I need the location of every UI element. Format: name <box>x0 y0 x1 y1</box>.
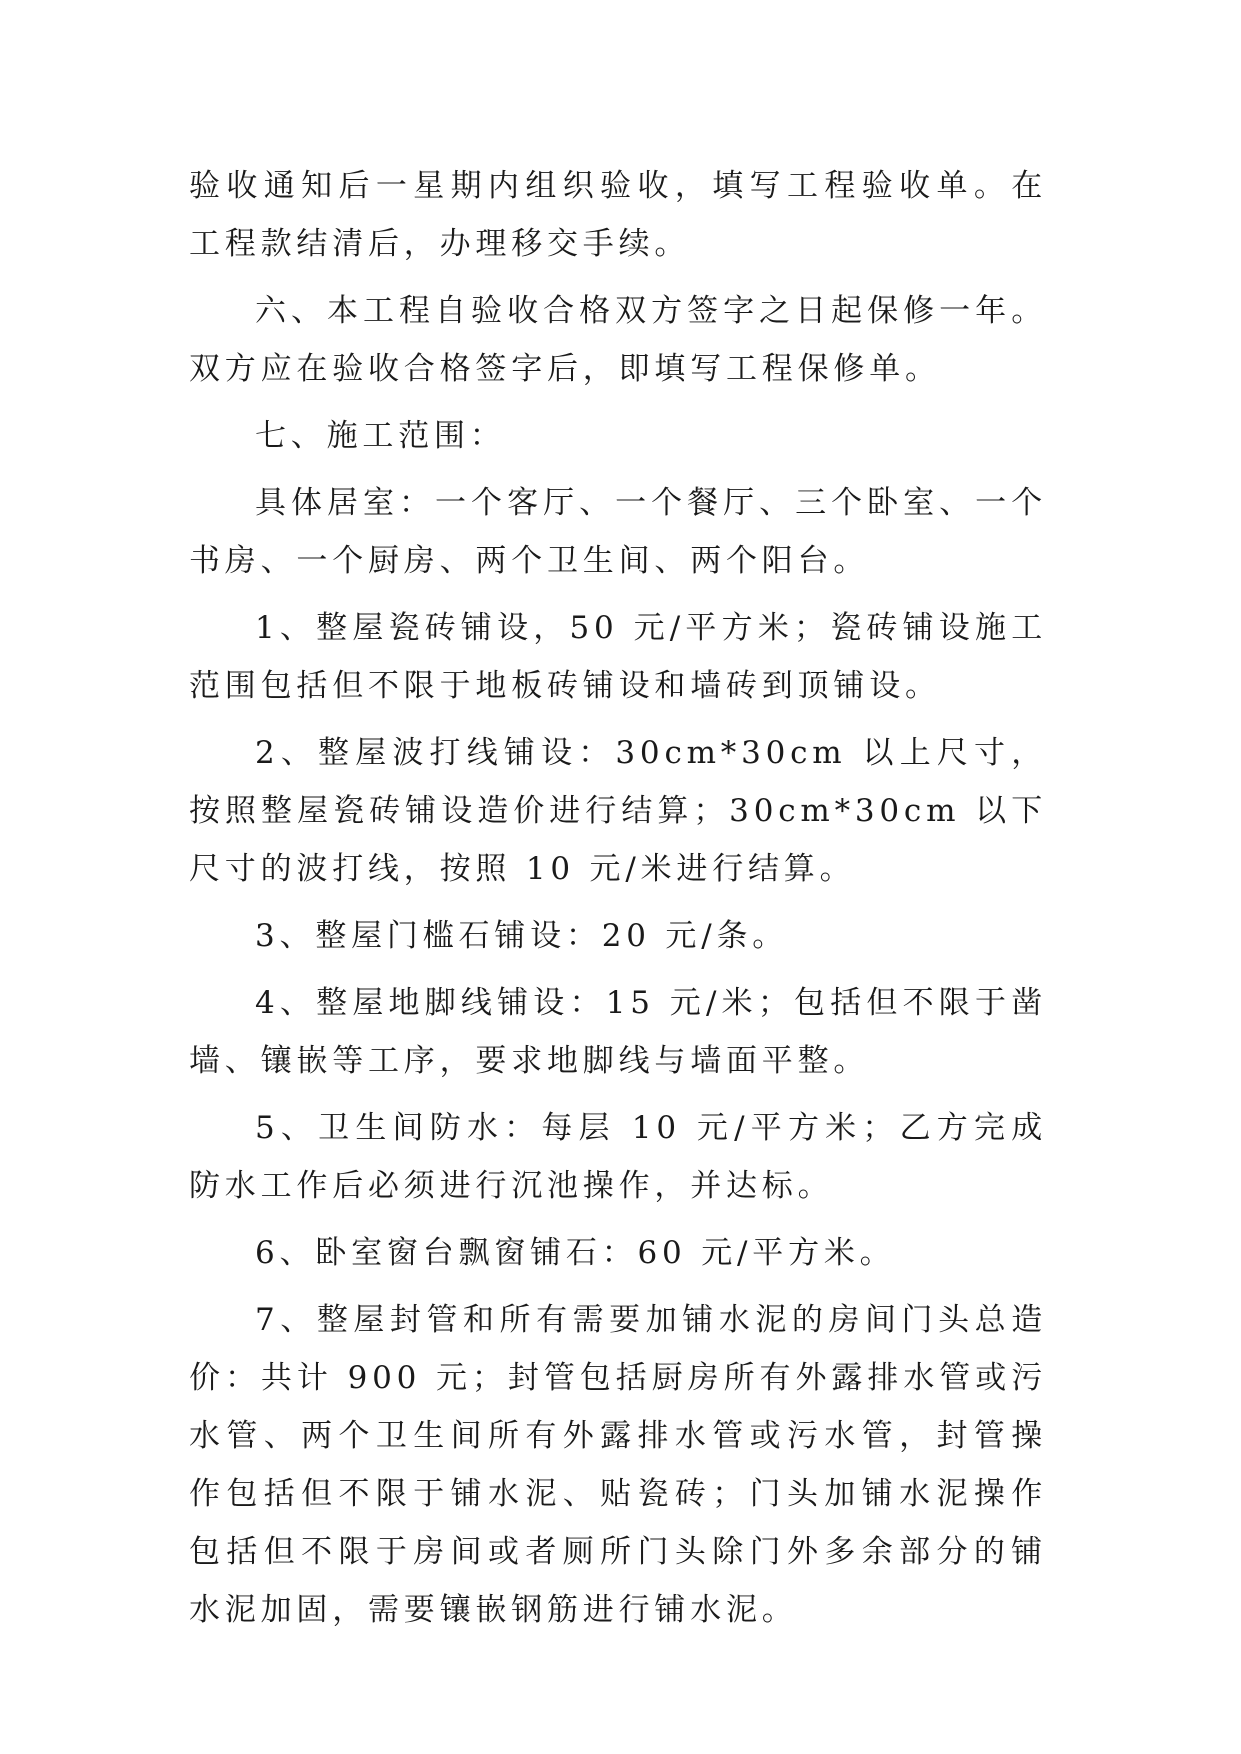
paragraph-item-7-pipe-sealing: 7、整屋封管和所有需要加铺水泥的房间门头总造价：共计 900 元；封管包括厨房所有外露排水管或污水管、两个卫生间所有外露排水管或污水管，封管操作包括但不限于铺水泥、贴瓷砖；门头加铺水泥操作包括但不限于房间或者厕所门头除门外多余部分的铺水泥加固，需要镶嵌钢筋进行铺水泥。 <box>189 1302 1047 1628</box>
paragraph-item-2-border-line: 2、整屋波打线铺设：30cm*30cm 以上尺寸，按照整屋瓷砖铺设造价进行结算；30cm*30cm 以下尺寸的波打线，按照 10 元/米进行结算。 <box>189 735 1047 887</box>
paragraph-item-1-tiles: 1、整屋瓷砖铺设，50 元/平方米；瓷砖铺设施工范围包括但不限于地板砖铺设和墙砖到顶铺设。 <box>189 610 1047 704</box>
document-page <box>189 157 1047 1648</box>
paragraph-item-5-waterproofing: 5、卫生间防水：每层 10 元/平方米；乙方完成防水工作后必须进行沉池操作，并达标。 <box>189 1110 1047 1204</box>
paragraph-rooms: 具体居室：一个客厅、一个餐厅、三个卧室、一个书房、一个厨房、两个卫生间、两个阳台。 <box>189 485 1047 579</box>
paragraph-warranty: 六、本工程自验收合格双方签字之日起保修一年。双方应在验收合格签字后，即填写工程保修单。 <box>189 293 1047 387</box>
paragraph-item-6-window-sill: 6、卧室窗台飘窗铺石：60 元/平方米。 <box>255 1235 896 1271</box>
paragraph-acceptance-continued: 验收通知后一星期内组织验收，填写工程验收单。在工程款结清后，办理移交手续。 <box>189 168 1047 262</box>
paragraph-construction-scope-heading: 七、施工范围： <box>255 418 506 454</box>
paragraph-item-3-threshold: 3、整屋门槛石铺设：20 元/条。 <box>255 918 789 954</box>
paragraph-item-4-skirting: 4、整屋地脚线铺设：15 元/米；包括但不限于凿墙、镶嵌等工序，要求地脚线与墙面平整。 <box>189 985 1047 1079</box>
